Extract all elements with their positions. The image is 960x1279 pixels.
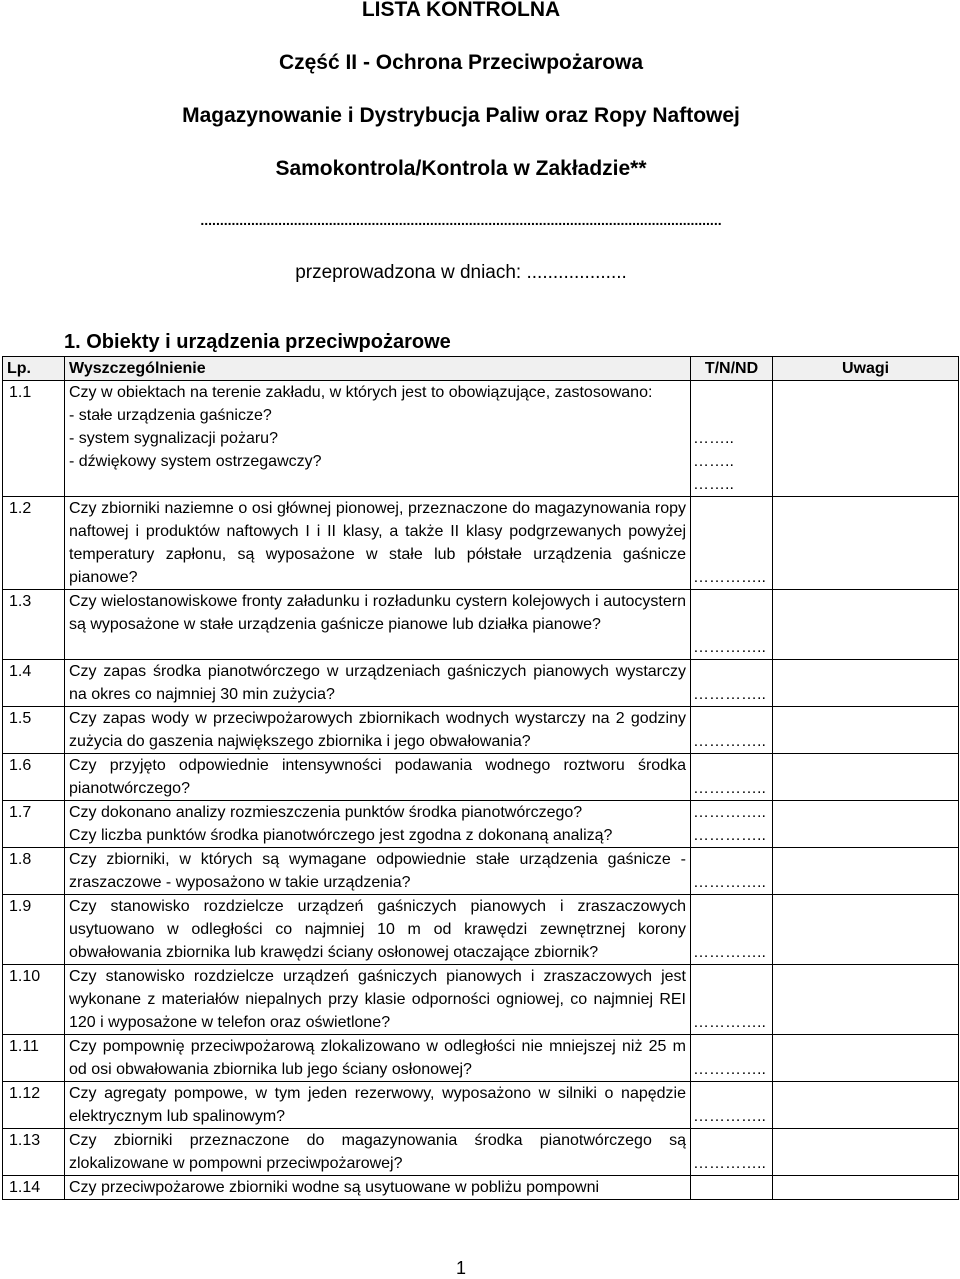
row-number: 1.2 <box>3 497 65 590</box>
row-question: Czy stanowisko rozdzielcze urządzeń gaśniczych pianowych i zraszaczowych usytuowano w odległości co najmniej 10 m od krawędzi zewnętrznej korony obwałowania zbiornika lub krawędzi ściany osłonowej otaczające zbiornik? <box>65 895 691 965</box>
row-answer[interactable] <box>691 590 773 660</box>
row-number: 1.3 <box>3 590 65 660</box>
table-row <box>3 1129 959 1176</box>
row-question: Czy wielostanowiskowe fronty załadunku i rozładunku cystern kolejowych i autocystern są wyposażone w stałe urządzenia gaśnicze pianowe lub działka pianowe? <box>65 590 691 660</box>
answer-blank[interactable]: ………….. <box>693 1061 766 1078</box>
document-subject: Magazynowanie i Dystrybucja Paliw oraz Ropy Naftowej <box>182 104 740 127</box>
row-number: 1.1 <box>3 381 65 497</box>
header-notes: Uwagi <box>773 357 959 381</box>
table-row <box>3 1176 959 1200</box>
row-question: Czy przyjęto odpowiednie intensywności podawania wodnego roztworu środka pianotwórczego? <box>65 754 691 801</box>
row-number: 1.8 <box>3 848 65 895</box>
table-row <box>3 754 959 801</box>
table-row <box>3 801 959 848</box>
row-number: 1.10 <box>3 965 65 1035</box>
table-row <box>3 848 959 895</box>
header-description: Wyszczególnienie <box>65 357 691 381</box>
establishment-name-dots: ...................................................................................................................................... <box>200 212 722 228</box>
question-line: Czy dokonano analizy rozmieszczenia punktów środka pianotwórczego? <box>69 804 583 821</box>
row-number: 1.5 <box>3 707 65 754</box>
table-row <box>3 590 959 660</box>
question-text: Czy w obiektach na terenie zakładu, w których jest to obowiązujące, zastosowano: <box>69 384 653 401</box>
row-notes[interactable] <box>773 660 959 707</box>
row-question: Czy stanowisko rozdzielcze urządzeń gaśniczych pianowych i zraszaczowych jest wykonane z materiałów niepalnych przy klasie odporności ogniowej, co najmniej REI 120 i wyposażone w telefon oraz oświetlone? <box>65 965 691 1035</box>
row-question <box>65 801 691 848</box>
row-notes[interactable] <box>773 1035 959 1082</box>
row-number: 1.11 <box>3 1035 65 1082</box>
answer-blank[interactable]: …….. <box>693 430 734 447</box>
row-notes[interactable] <box>773 381 959 497</box>
row-notes[interactable] <box>773 801 959 848</box>
row-notes[interactable] <box>773 754 959 801</box>
row-question: Czy zbiorniki przeznaczone do magazynowania środka pianotwórczego są zlokalizowane w pompowni przeciwpożarowej? <box>65 1129 691 1176</box>
answer-blank[interactable]: ………….. <box>693 827 766 844</box>
answer-blank[interactable]: ………….. <box>693 780 766 797</box>
row-answer[interactable] <box>691 1035 773 1082</box>
row-notes[interactable] <box>773 590 959 660</box>
row-notes[interactable] <box>773 1129 959 1176</box>
row-number: 1.9 <box>3 895 65 965</box>
row-question: Czy pompownię przeciwpożarową zlokalizowano w odległości nie mniejszej niż 25 m od osi obwałowania zbiornika lub jego ściany osłonowej? <box>65 1035 691 1082</box>
row-question: Czy przeciwpożarowe zbiorniki wodne są usytuowane w pobliżu pompowni <box>65 1176 691 1200</box>
row-number: 1.12 <box>3 1082 65 1129</box>
table-row <box>3 707 959 754</box>
checklist-table <box>2 356 959 1200</box>
answer-blank[interactable]: ………….. <box>693 804 766 821</box>
document-title: LISTA KONTROLNA <box>361 0 561 21</box>
table-row <box>3 1082 959 1129</box>
answer-blank[interactable]: …….. <box>693 453 734 470</box>
answer-blank[interactable]: ………….. <box>693 1108 766 1125</box>
inspection-dates: przeprowadzona w dniach: ................... <box>295 262 627 283</box>
row-question: Czy zapas wody w przeciwpożarowych zbiornikach wodnych wystarczy na 2 godziny zużycia do gaszenia największego zbiornika i jego obwałowania? <box>65 707 691 754</box>
answer-blank[interactable]: …….. <box>693 476 734 493</box>
row-question: Czy agregaty pompowe, w tym jeden rezerwowy, wyposażono w silniki o napędzie elektrycznym lub spalinowym? <box>65 1082 691 1129</box>
question-subitem: - stałe urządzenia gaśnicze? <box>69 407 272 424</box>
row-question: Czy zbiorniki, w których są wymagane odpowiednie stałe urządzenia gaśnicze - zraszaczowe - wyposażono w takie urządzenia? <box>65 848 691 895</box>
row-number: 1.7 <box>3 801 65 848</box>
table-row <box>3 965 959 1035</box>
row-notes[interactable] <box>773 895 959 965</box>
row-notes[interactable] <box>773 848 959 895</box>
section-title: 1. Obiekty i urządzenia przeciwpożarowe <box>64 331 451 353</box>
answer-blank[interactable]: ………….. <box>693 733 766 750</box>
header-tnnd: T/N/ND <box>691 357 773 381</box>
question-line: Czy liczba punktów środka pianotwórczego jest zgodna z dokonaną analizą? <box>69 827 613 844</box>
answer-blank[interactable]: ………….. <box>693 874 766 891</box>
row-answer[interactable] <box>691 497 773 590</box>
question-subitem: - dźwiękowy system ostrzegawczy? <box>69 453 322 470</box>
row-notes[interactable] <box>773 707 959 754</box>
document-scope: Samokontrola/Kontrola w Zakładzie** <box>275 157 647 180</box>
row-notes[interactable] <box>773 1176 959 1200</box>
row-number: 1.14 <box>3 1176 65 1200</box>
row-answer[interactable] <box>691 965 773 1035</box>
row-answer[interactable] <box>691 1176 773 1200</box>
row-notes[interactable] <box>773 1082 959 1129</box>
row-answer[interactable] <box>691 1082 773 1129</box>
page-number: 1 <box>455 1258 466 1278</box>
row-answer[interactable] <box>691 660 773 707</box>
question-subitem: - system sygnalizacji pożaru? <box>69 430 278 447</box>
answer-blank[interactable]: ………….. <box>693 1155 766 1172</box>
document-part: Część II - Ochrona Przeciwpożarowa <box>278 51 644 74</box>
row-question: Czy zapas środka pianotwórczego w urządzeniach gaśniczych pianowych wystarczy na okres co najmniej 30 min zużycia? <box>65 660 691 707</box>
row-answer[interactable] <box>691 848 773 895</box>
answer-blank[interactable]: ………….. <box>693 639 766 656</box>
row-answer[interactable] <box>691 801 773 848</box>
row-notes[interactable] <box>773 965 959 1035</box>
row-answer[interactable] <box>691 1129 773 1176</box>
table-row <box>3 895 959 965</box>
row-question <box>65 381 691 497</box>
table-row <box>3 660 959 707</box>
row-answer[interactable] <box>691 895 773 965</box>
row-answer[interactable] <box>691 754 773 801</box>
row-number: 1.4 <box>3 660 65 707</box>
table-header-row <box>3 357 959 381</box>
row-number: 1.6 <box>3 754 65 801</box>
table-row <box>3 497 959 590</box>
header-lp: Lp. <box>3 357 65 381</box>
table-row <box>3 381 959 497</box>
answer-blank[interactable]: ………….. <box>693 569 766 586</box>
row-number: 1.13 <box>3 1129 65 1176</box>
row-question: Czy zbiorniki naziemne o osi głównej pionowej, przeznaczone do magazynowania ropy naftowej i produktów naftowych I i II klasy, a także II klasy podgrzewanych powyżej temperatury zapłonu, są wyposażone w stałe lub półstałe urządzenia gaśnicze pianowe? <box>65 497 691 590</box>
row-answer[interactable] <box>691 707 773 754</box>
answer-blank[interactable]: ………….. <box>693 1014 766 1031</box>
table-row <box>3 1035 959 1082</box>
answer-blank[interactable]: ………….. <box>693 686 766 703</box>
row-answer[interactable] <box>691 381 773 497</box>
answer-blank[interactable]: ………….. <box>693 944 766 961</box>
row-notes[interactable] <box>773 497 959 590</box>
